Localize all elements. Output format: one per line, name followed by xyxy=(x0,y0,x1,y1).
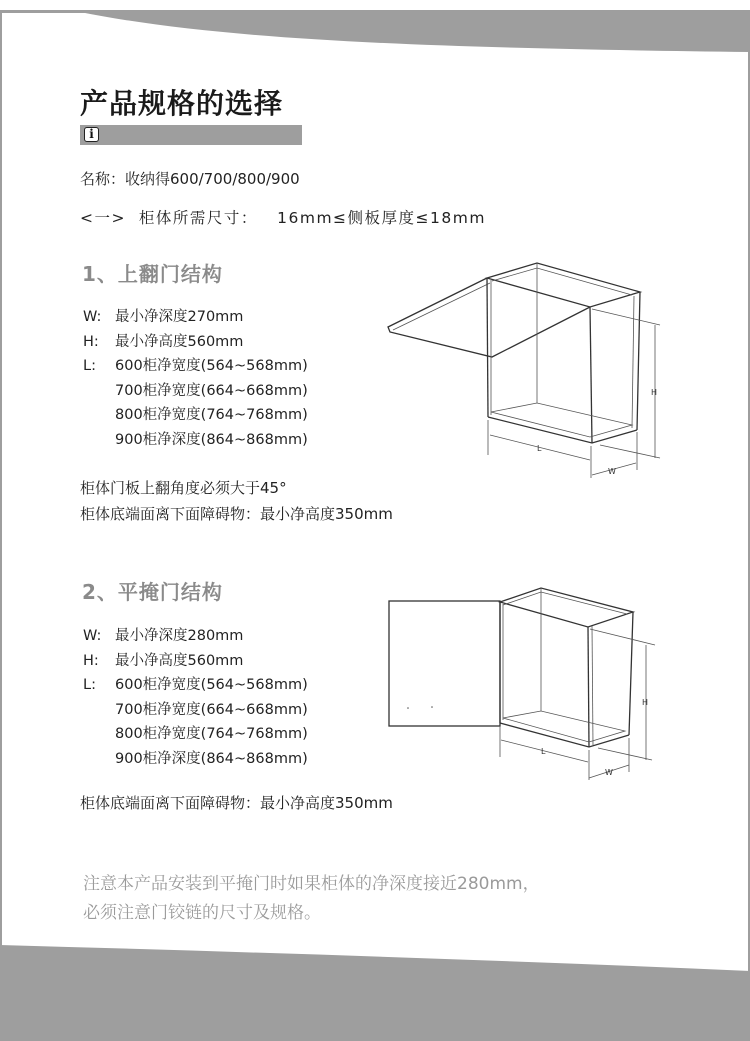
spec-item: W: 最小净深度280mm xyxy=(83,628,244,644)
dim-label-length: L xyxy=(537,444,542,453)
spec-item: W: 最小净深度270mm xyxy=(83,309,244,325)
requirement-label: 柜体所需尺寸： xyxy=(138,209,258,227)
section-title-overlay-door: 2、平掩门结构 xyxy=(82,580,223,604)
spec-item: 800柜净宽度(764~768mm) xyxy=(115,407,308,423)
footer-note-line2: 必须注意门铰链的尺寸及规格。 xyxy=(83,903,321,923)
dim-label-length: L xyxy=(541,747,546,756)
spec-item: 900柜净深度(864~868mm) xyxy=(115,750,308,767)
dim-label-width: W xyxy=(608,467,616,476)
footer-note-line1: 注意本产品安装到平掩门时如果柜体的净深度接近280mm， xyxy=(83,874,540,894)
note-bottom-clearance-2: 柜体底端面离下面障碍物：最小净高度350mm xyxy=(80,794,393,812)
spec-item: H: 最小净高度560mm xyxy=(83,652,244,669)
info-icon: i xyxy=(84,127,99,142)
spec-item: L: 600柜净宽度(564~568mm) xyxy=(83,677,308,693)
requirement-value: 16mm≤侧板厚度≤18mm xyxy=(277,209,486,227)
note-bottom-clearance: 柜体底端面离下面障碍物：最小净高度350mm xyxy=(80,505,393,523)
footer-note xyxy=(83,870,540,928)
spec-item: 700柜净宽度(664~668mm) xyxy=(115,382,308,399)
spec-item: 900柜净深度(864~868mm) xyxy=(115,431,308,448)
dim-label-height: H xyxy=(651,388,658,397)
note-door-angle: 柜体门板上翻角度必须大于45° xyxy=(80,479,287,497)
spec-item: L: 600柜净宽度(564~568mm) xyxy=(83,358,308,374)
requirement-prefix: <一> xyxy=(80,209,126,227)
product-name: 名称：收纳得600/700/800/900 xyxy=(80,170,300,188)
spec-item: 700柜净宽度(664~668mm) xyxy=(115,701,308,718)
spec-item: H: 最小净高度560mm xyxy=(83,333,244,350)
section-title-lift-up-door: 1、上翻门结构 xyxy=(82,262,223,286)
spec-item: 800柜净宽度(764~768mm) xyxy=(115,726,308,742)
dim-label-width: W xyxy=(605,768,613,777)
dim-label-height: H xyxy=(642,698,649,707)
page-title: 产品规格的选择 xyxy=(80,87,284,120)
